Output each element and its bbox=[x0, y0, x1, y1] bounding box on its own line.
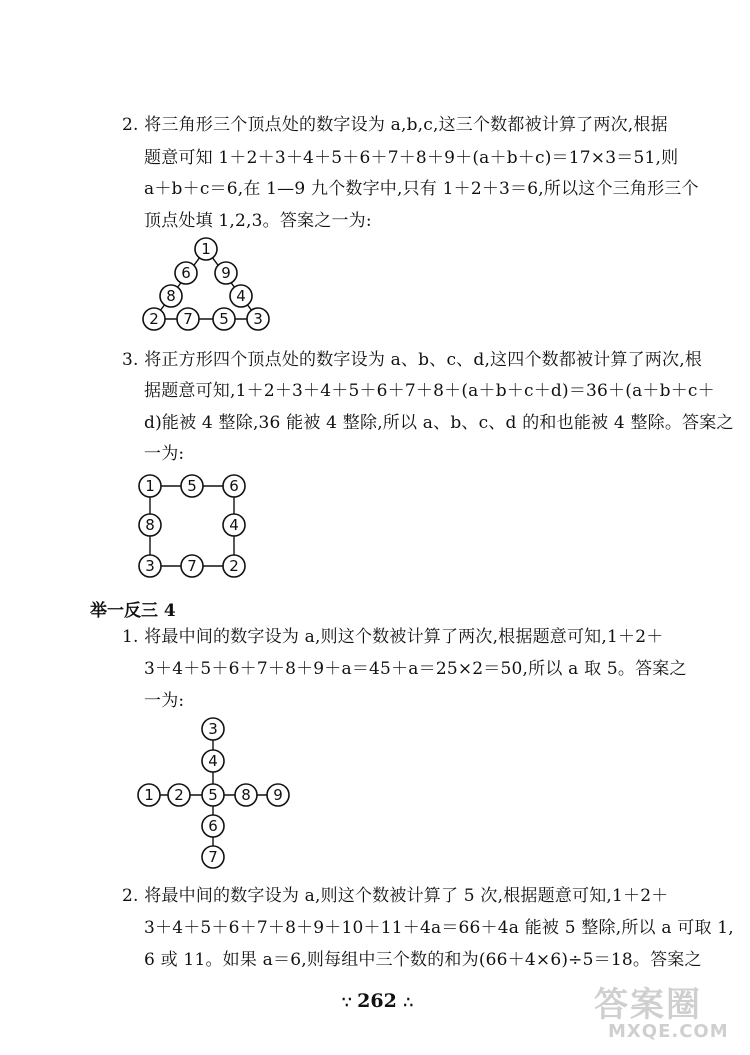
square-diagram bbox=[130, 470, 260, 585]
text-line: 2. 将三角形三个顶点处的数字设为 a,b,c,这三个数都被计算了两次,根据 bbox=[122, 115, 668, 135]
triangle-node-label: 9 bbox=[221, 264, 231, 282]
cross-node bbox=[202, 815, 224, 837]
triangle-node bbox=[215, 262, 237, 284]
watermark-main-text: 答案圈 bbox=[594, 985, 702, 1025]
cross-diagram bbox=[130, 713, 300, 875]
text-line: 顶点处填 1,2,3。答案之一为: bbox=[144, 211, 372, 231]
square-node bbox=[223, 475, 245, 497]
text-line: 3＋4＋5＋6＋7＋8＋9＋10＋11＋4a＝66＋4a 能被 5 整除,所以 a 可取 1, bbox=[144, 918, 734, 938]
text-line: 2. 将最中间的数字设为 a,则这个数被计算了 5 次,根据题意可知,1＋2＋ bbox=[122, 886, 669, 906]
square-node bbox=[223, 555, 245, 577]
square-node bbox=[139, 514, 161, 536]
square-node bbox=[139, 555, 161, 577]
decorative-dots: ∵ bbox=[341, 993, 351, 1011]
watermark-logo bbox=[586, 977, 736, 1047]
triangle-node-label: 4 bbox=[236, 287, 246, 305]
cross-node bbox=[138, 784, 160, 806]
cross-node-label: 4 bbox=[208, 752, 218, 770]
triangle-diagram bbox=[130, 232, 280, 342]
cross-node bbox=[202, 784, 224, 806]
triangle-node bbox=[177, 308, 199, 330]
page-number bbox=[322, 990, 432, 1012]
text-line: 6 或 11。如果 a＝6,则每组中三个数的和为(66＋4×6)÷5＝18。答案之 bbox=[144, 950, 702, 970]
cross-node-label: 5 bbox=[208, 786, 218, 804]
cross-node-label: 7 bbox=[208, 848, 218, 866]
cross-node bbox=[202, 846, 224, 868]
square-node bbox=[181, 475, 203, 497]
cross-node bbox=[202, 750, 224, 772]
cross-node-label: 3 bbox=[208, 720, 218, 738]
text-line: 题意可知 1＋2＋3＋4＋5＋6＋7＋8＋9＋(a＋b＋c)＝17×3＝51,则 bbox=[144, 148, 679, 168]
square-node bbox=[223, 514, 245, 536]
triangle-node bbox=[195, 238, 217, 260]
triangle-node bbox=[160, 285, 182, 307]
cross-node-label: 1 bbox=[144, 786, 154, 804]
text-line: 据题意可知,1＋2＋3＋4＋5＋6＋7＋8＋(a＋b＋c＋d)＝36＋(a＋b＋c＋ bbox=[144, 381, 715, 401]
section-heading: 举一反三 4 bbox=[90, 601, 176, 621]
decorative-dots: ∴ bbox=[403, 993, 412, 1011]
cross-node bbox=[267, 784, 289, 806]
triangle-node bbox=[230, 285, 252, 307]
cross-node-label: 8 bbox=[241, 786, 251, 804]
square-node bbox=[139, 475, 161, 497]
square-node-label: 4 bbox=[229, 516, 239, 534]
cross-node-label: 2 bbox=[174, 786, 184, 804]
text-line: 一为: bbox=[144, 444, 185, 464]
square-node-label: 2 bbox=[229, 557, 239, 575]
triangle-node-label: 6 bbox=[181, 264, 191, 282]
square-node-label: 6 bbox=[229, 477, 239, 495]
triangle-node bbox=[247, 308, 269, 330]
cross-node bbox=[168, 784, 190, 806]
square-node-label: 5 bbox=[187, 477, 197, 495]
text-line: d)能被 4 整除,36 能被 4 整除,所以 a、b、c、d 的和也能被 4 整除。答案之 bbox=[144, 413, 734, 433]
square-node-label: 7 bbox=[187, 557, 197, 575]
cross-node-label: 9 bbox=[273, 786, 283, 804]
square-node-label: 8 bbox=[145, 516, 155, 534]
square-node-label: 3 bbox=[145, 557, 155, 575]
triangle-node-label: 7 bbox=[183, 310, 193, 328]
text-line: 1. 将最中间的数字设为 a,则这个数被计算了两次,根据题意可知,1＋2＋ bbox=[122, 627, 664, 647]
text-line: 一为: bbox=[144, 691, 185, 711]
triangle-node bbox=[143, 308, 165, 330]
triangle-node bbox=[213, 308, 235, 330]
triangle-node-label: 3 bbox=[253, 310, 263, 328]
triangle-node-label: 8 bbox=[166, 287, 176, 305]
cross-node-label: 6 bbox=[208, 817, 218, 835]
cross-node bbox=[235, 784, 257, 806]
triangle-node-label: 1 bbox=[201, 240, 211, 258]
page-number-value: 262 bbox=[357, 990, 397, 1012]
text-line: 3＋4＋5＋6＋7＋8＋9＋a＝45＋a＝25×2＝50,所以 a 取 5。答案之 bbox=[144, 659, 687, 679]
text-line: a＋b＋c＝6,在 1—9 九个数字中,只有 1＋2＋3＝6,所以这个三角形三个 bbox=[144, 179, 699, 199]
square-node-label: 1 bbox=[145, 477, 155, 495]
watermark-url: MXQE.COM bbox=[608, 1021, 729, 1042]
triangle-node bbox=[175, 262, 197, 284]
text-line: 3. 将正方形四个顶点处的数字设为 a、b、c、d,这四个数都被计算了两次,根 bbox=[122, 350, 703, 370]
triangle-node-label: 2 bbox=[149, 310, 159, 328]
triangle-node-label: 5 bbox=[219, 310, 229, 328]
square-node bbox=[181, 555, 203, 577]
cross-node bbox=[202, 718, 224, 740]
